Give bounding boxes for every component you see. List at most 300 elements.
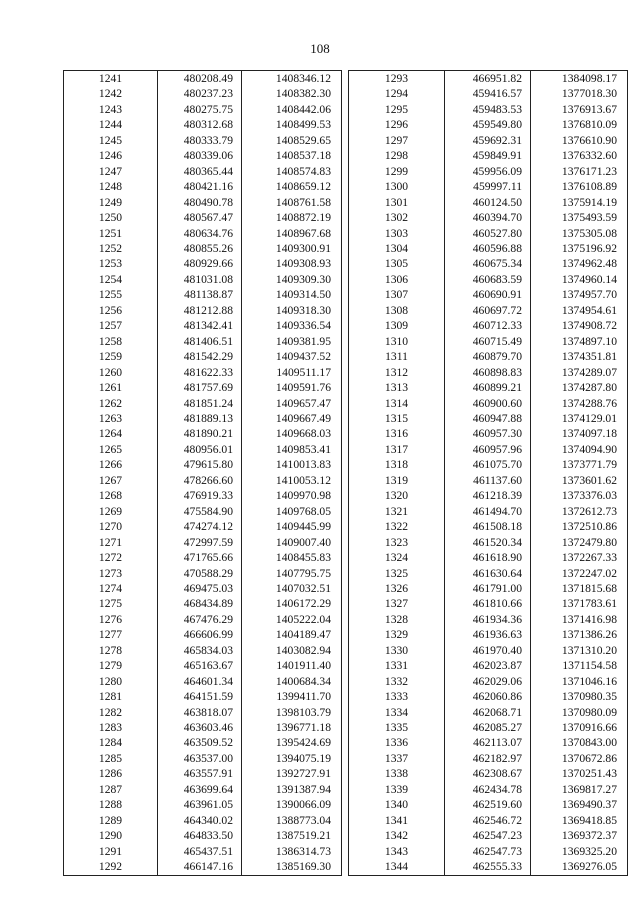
y-coordinate-cell: 1374962.48 [531, 256, 628, 271]
table-row [349, 488, 628, 503]
table-row [349, 241, 628, 256]
table-row [349, 612, 628, 627]
x-coordinate-cell: 461137.60 [445, 473, 531, 488]
table-row [64, 164, 342, 179]
table-row [349, 256, 628, 271]
table-row [349, 303, 628, 318]
table-row [349, 133, 628, 148]
x-coordinate-cell: 461810.66 [445, 596, 531, 611]
table-body-right [349, 71, 628, 876]
x-coordinate-cell: 480634.76 [158, 226, 242, 241]
point-number-cell: 1274 [64, 581, 158, 596]
table-row [64, 148, 342, 163]
point-number-cell: 1260 [64, 365, 158, 380]
x-coordinate-cell: 462060.86 [445, 689, 531, 704]
x-coordinate-cell: 481342.41 [158, 318, 242, 333]
table-row [64, 504, 342, 519]
table-row [64, 519, 342, 534]
y-coordinate-cell: 1374097.18 [531, 426, 628, 441]
x-coordinate-cell: 463961.05 [158, 797, 242, 812]
point-number-cell: 1247 [64, 164, 158, 179]
x-coordinate-cell: 463603.46 [158, 720, 242, 735]
point-number-cell: 1312 [349, 365, 445, 380]
point-number-cell: 1308 [349, 303, 445, 318]
table-row [64, 674, 342, 689]
table-row [349, 226, 628, 241]
table-row [64, 226, 342, 241]
y-coordinate-cell: 1408455.83 [242, 550, 342, 565]
table-row [349, 566, 628, 581]
x-coordinate-cell: 459549.80 [445, 117, 531, 132]
point-number-cell: 1282 [64, 705, 158, 720]
point-number-cell: 1331 [349, 658, 445, 673]
y-coordinate-cell: 1410013.83 [242, 457, 342, 472]
point-number-cell: 1292 [64, 859, 158, 875]
table-row [349, 813, 628, 828]
table-row [349, 287, 628, 302]
x-coordinate-cell: 470588.29 [158, 566, 242, 581]
point-number-cell: 1323 [349, 535, 445, 550]
x-coordinate-cell: 460715.49 [445, 334, 531, 349]
point-number-cell: 1314 [349, 396, 445, 411]
table-row [349, 674, 628, 689]
x-coordinate-cell: 461936.63 [445, 627, 531, 642]
table-row [64, 612, 342, 627]
point-number-cell: 1326 [349, 581, 445, 596]
y-coordinate-cell: 1371046.16 [531, 674, 628, 689]
x-coordinate-cell: 462547.23 [445, 828, 531, 843]
point-number-cell: 1241 [64, 71, 158, 87]
y-coordinate-cell: 1372267.33 [531, 550, 628, 565]
y-coordinate-cell: 1374954.61 [531, 303, 628, 318]
table-row [349, 519, 628, 534]
y-coordinate-cell: 1404189.47 [242, 627, 342, 642]
table-row [349, 117, 628, 132]
y-coordinate-cell: 1373601.62 [531, 473, 628, 488]
y-coordinate-cell: 1371783.61 [531, 596, 628, 611]
x-coordinate-cell: 460596.88 [445, 241, 531, 256]
y-coordinate-cell: 1406172.29 [242, 596, 342, 611]
y-coordinate-cell: 1385169.30 [242, 859, 342, 875]
point-number-cell: 1290 [64, 828, 158, 843]
y-coordinate-cell: 1376913.67 [531, 102, 628, 117]
table-row [64, 720, 342, 735]
point-number-cell: 1273 [64, 566, 158, 581]
x-coordinate-cell: 460899.21 [445, 380, 531, 395]
table-row [349, 164, 628, 179]
point-number-cell: 1313 [349, 380, 445, 395]
table-row [349, 102, 628, 117]
table-row [349, 859, 628, 875]
table-row [64, 596, 342, 611]
y-coordinate-cell: 1394075.19 [242, 751, 342, 766]
point-number-cell: 1293 [349, 71, 445, 87]
table-row [349, 473, 628, 488]
table-row [64, 256, 342, 271]
x-coordinate-cell: 480567.47 [158, 210, 242, 225]
table-row [349, 504, 628, 519]
x-coordinate-cell: 460947.88 [445, 411, 531, 426]
point-number-cell: 1250 [64, 210, 158, 225]
x-coordinate-cell: 461934.36 [445, 612, 531, 627]
y-coordinate-cell: 1409309.30 [242, 272, 342, 287]
y-coordinate-cell: 1375196.92 [531, 241, 628, 256]
y-coordinate-cell: 1371815.68 [531, 581, 628, 596]
y-coordinate-cell: 1399411.70 [242, 689, 342, 704]
table-row [64, 844, 342, 859]
x-coordinate-cell: 460124.50 [445, 195, 531, 210]
x-coordinate-cell: 462308.67 [445, 766, 531, 781]
table-row [349, 148, 628, 163]
x-coordinate-cell: 460957.96 [445, 442, 531, 457]
point-number-cell: 1335 [349, 720, 445, 735]
point-number-cell: 1334 [349, 705, 445, 720]
point-number-cell: 1329 [349, 627, 445, 642]
table-row [64, 426, 342, 441]
y-coordinate-cell: 1409445.99 [242, 519, 342, 534]
table-row [349, 179, 628, 194]
y-coordinate-cell: 1386314.73 [242, 844, 342, 859]
y-coordinate-cell: 1374287.80 [531, 380, 628, 395]
point-number-cell: 1300 [349, 179, 445, 194]
x-coordinate-cell: 480855.26 [158, 241, 242, 256]
y-coordinate-cell: 1401911.40 [242, 658, 342, 673]
table-row [64, 334, 342, 349]
point-number-cell: 1294 [349, 86, 445, 101]
y-coordinate-cell: 1409381.95 [242, 334, 342, 349]
x-coordinate-cell: 480490.78 [158, 195, 242, 210]
x-coordinate-cell: 460898.83 [445, 365, 531, 380]
point-number-cell: 1272 [64, 550, 158, 565]
table-row [64, 797, 342, 812]
point-number-cell: 1257 [64, 318, 158, 333]
y-coordinate-cell: 1409667.49 [242, 411, 342, 426]
table-row [349, 735, 628, 750]
table-row [349, 705, 628, 720]
y-coordinate-cell: 1376171.23 [531, 164, 628, 179]
x-coordinate-cell: 461791.00 [445, 581, 531, 596]
y-coordinate-cell: 1369817.27 [531, 782, 628, 797]
y-coordinate-cell: 1408499.53 [242, 117, 342, 132]
point-number-cell: 1270 [64, 519, 158, 534]
table-row [349, 844, 628, 859]
table-row [64, 627, 342, 642]
point-number-cell: 1285 [64, 751, 158, 766]
table-row [64, 689, 342, 704]
y-coordinate-cell: 1392727.91 [242, 766, 342, 781]
table-row [349, 550, 628, 565]
x-coordinate-cell: 481138.87 [158, 287, 242, 302]
x-coordinate-cell: 463818.07 [158, 705, 242, 720]
y-coordinate-cell: 1375914.19 [531, 195, 628, 210]
y-coordinate-cell: 1370980.35 [531, 689, 628, 704]
x-coordinate-cell: 460879.70 [445, 349, 531, 364]
table-row [349, 396, 628, 411]
y-coordinate-cell: 1372479.80 [531, 535, 628, 550]
point-number-cell: 1254 [64, 272, 158, 287]
point-number-cell: 1299 [349, 164, 445, 179]
x-coordinate-cell: 468434.89 [158, 596, 242, 611]
point-number-cell: 1243 [64, 102, 158, 117]
y-coordinate-cell: 1374288.76 [531, 396, 628, 411]
table-row [64, 828, 342, 843]
x-coordinate-cell: 481622.33 [158, 365, 242, 380]
x-coordinate-cell: 481757.69 [158, 380, 242, 395]
table-row [349, 658, 628, 673]
x-coordinate-cell: 461218.39 [445, 488, 531, 503]
point-number-cell: 1259 [64, 349, 158, 364]
point-number-cell: 1343 [349, 844, 445, 859]
point-number-cell: 1318 [349, 457, 445, 472]
y-coordinate-cell: 1409336.54 [242, 318, 342, 333]
point-number-cell: 1287 [64, 782, 158, 797]
page-number: 108 [310, 41, 330, 56]
table-row [349, 720, 628, 735]
table-row [349, 442, 628, 457]
table-row [349, 380, 628, 395]
x-coordinate-cell: 465163.67 [158, 658, 242, 673]
x-coordinate-cell: 466606.99 [158, 627, 242, 642]
y-coordinate-cell: 1374129.01 [531, 411, 628, 426]
point-number-cell: 1291 [64, 844, 158, 859]
point-number-cell: 1278 [64, 643, 158, 658]
y-coordinate-cell: 1395424.69 [242, 735, 342, 750]
point-number-cell: 1264 [64, 426, 158, 441]
point-number-cell: 1283 [64, 720, 158, 735]
point-number-cell: 1307 [349, 287, 445, 302]
y-coordinate-cell: 1369276.05 [531, 859, 628, 875]
x-coordinate-cell: 463537.00 [158, 751, 242, 766]
y-coordinate-cell: 1372247.02 [531, 566, 628, 581]
y-coordinate-cell: 1405222.04 [242, 612, 342, 627]
point-number-cell: 1333 [349, 689, 445, 704]
point-number-cell: 1337 [349, 751, 445, 766]
point-number-cell: 1248 [64, 179, 158, 194]
point-number-cell: 1295 [349, 102, 445, 117]
table-row [64, 442, 342, 457]
y-coordinate-cell: 1369418.85 [531, 813, 628, 828]
point-number-cell: 1328 [349, 612, 445, 627]
x-coordinate-cell: 461970.40 [445, 643, 531, 658]
x-coordinate-cell: 459956.09 [445, 164, 531, 179]
point-number-cell: 1327 [349, 596, 445, 611]
x-coordinate-cell: 481542.29 [158, 349, 242, 364]
point-number-cell: 1271 [64, 535, 158, 550]
y-coordinate-cell: 1408529.65 [242, 133, 342, 148]
y-coordinate-cell: 1369372.37 [531, 828, 628, 843]
point-number-cell: 1267 [64, 473, 158, 488]
table-row [349, 782, 628, 797]
table-row [349, 751, 628, 766]
y-coordinate-cell: 1384098.17 [531, 71, 628, 87]
y-coordinate-cell: 1408442.06 [242, 102, 342, 117]
y-coordinate-cell: 1409300.91 [242, 241, 342, 256]
x-coordinate-cell: 479615.80 [158, 457, 242, 472]
y-coordinate-cell: 1408574.83 [242, 164, 342, 179]
y-coordinate-cell: 1408761.58 [242, 195, 342, 210]
point-number-cell: 1332 [349, 674, 445, 689]
table-row [64, 318, 342, 333]
x-coordinate-cell: 463509.52 [158, 735, 242, 750]
y-coordinate-cell: 1377018.30 [531, 86, 628, 101]
x-coordinate-cell: 465437.51 [158, 844, 242, 859]
y-coordinate-cell: 1370672.86 [531, 751, 628, 766]
x-coordinate-cell: 480208.49 [158, 71, 242, 87]
table-row [349, 71, 628, 87]
y-coordinate-cell: 1409511.17 [242, 365, 342, 380]
point-number-cell: 1246 [64, 148, 158, 163]
y-coordinate-cell: 1375493.59 [531, 210, 628, 225]
table-row [349, 365, 628, 380]
table-row [349, 797, 628, 812]
point-number-cell: 1302 [349, 210, 445, 225]
point-number-cell: 1303 [349, 226, 445, 241]
x-coordinate-cell: 460675.34 [445, 256, 531, 271]
x-coordinate-cell: 480312.68 [158, 117, 242, 132]
coordinate-table-left [63, 70, 342, 876]
table-row [349, 195, 628, 210]
point-number-cell: 1244 [64, 117, 158, 132]
x-coordinate-cell: 481851.24 [158, 396, 242, 411]
y-coordinate-cell: 1370980.09 [531, 705, 628, 720]
table-row [349, 411, 628, 426]
y-coordinate-cell: 1409007.40 [242, 535, 342, 550]
x-coordinate-cell: 481889.13 [158, 411, 242, 426]
point-number-cell: 1342 [349, 828, 445, 843]
table-row [64, 349, 342, 364]
point-number-cell: 1249 [64, 195, 158, 210]
point-number-cell: 1253 [64, 256, 158, 271]
y-coordinate-cell: 1390066.09 [242, 797, 342, 812]
table-row [64, 303, 342, 318]
y-coordinate-cell: 1374094.90 [531, 442, 628, 457]
table-body-left [64, 71, 342, 876]
x-coordinate-cell: 480333.79 [158, 133, 242, 148]
y-coordinate-cell: 1371154.58 [531, 658, 628, 673]
x-coordinate-cell: 481212.88 [158, 303, 242, 318]
table-row [64, 287, 342, 302]
x-coordinate-cell: 463699.64 [158, 782, 242, 797]
y-coordinate-cell: 1373376.03 [531, 488, 628, 503]
table-row [64, 210, 342, 225]
x-coordinate-cell: 460697.72 [445, 303, 531, 318]
point-number-cell: 1258 [64, 334, 158, 349]
point-number-cell: 1280 [64, 674, 158, 689]
point-number-cell: 1321 [349, 504, 445, 519]
point-number-cell: 1268 [64, 488, 158, 503]
point-number-cell: 1242 [64, 86, 158, 101]
y-coordinate-cell: 1372510.86 [531, 519, 628, 534]
y-coordinate-cell: 1409853.41 [242, 442, 342, 457]
x-coordinate-cell: 462113.07 [445, 735, 531, 750]
y-coordinate-cell: 1369490.37 [531, 797, 628, 812]
table-row [349, 643, 628, 658]
y-coordinate-cell: 1370843.00 [531, 735, 628, 750]
y-coordinate-cell: 1375305.08 [531, 226, 628, 241]
y-coordinate-cell: 1371310.20 [531, 643, 628, 658]
y-coordinate-cell: 1408382.30 [242, 86, 342, 101]
y-coordinate-cell: 1374289.07 [531, 365, 628, 380]
x-coordinate-cell: 460712.33 [445, 318, 531, 333]
point-number-cell: 1325 [349, 566, 445, 581]
x-coordinate-cell: 466147.16 [158, 859, 242, 875]
table-row [64, 396, 342, 411]
x-coordinate-cell: 476919.33 [158, 488, 242, 503]
y-coordinate-cell: 1403082.94 [242, 643, 342, 658]
point-number-cell: 1256 [64, 303, 158, 318]
x-coordinate-cell: 459416.57 [445, 86, 531, 101]
x-coordinate-cell: 460957.30 [445, 426, 531, 441]
point-number-cell: 1252 [64, 241, 158, 256]
x-coordinate-cell: 460900.60 [445, 396, 531, 411]
x-coordinate-cell: 461630.64 [445, 566, 531, 581]
table-row [64, 457, 342, 472]
table-row [64, 813, 342, 828]
x-coordinate-cell: 462547.73 [445, 844, 531, 859]
y-coordinate-cell: 1376332.60 [531, 148, 628, 163]
table-row [349, 349, 628, 364]
point-number-cell: 1305 [349, 256, 445, 271]
y-coordinate-cell: 1408346.12 [242, 71, 342, 87]
table-row [64, 195, 342, 210]
y-coordinate-cell: 1371386.26 [531, 627, 628, 642]
point-number-cell: 1289 [64, 813, 158, 828]
table-row [349, 210, 628, 225]
table-row [64, 117, 342, 132]
point-number-cell: 1330 [349, 643, 445, 658]
point-number-cell: 1297 [349, 133, 445, 148]
table-row [64, 473, 342, 488]
table-row [64, 133, 342, 148]
y-coordinate-cell: 1376810.09 [531, 117, 628, 132]
table-row [64, 86, 342, 101]
y-coordinate-cell: 1400684.34 [242, 674, 342, 689]
y-coordinate-cell: 1409970.98 [242, 488, 342, 503]
table-row [64, 566, 342, 581]
point-number-cell: 1320 [349, 488, 445, 503]
x-coordinate-cell: 459849.91 [445, 148, 531, 163]
y-coordinate-cell: 1408537.18 [242, 148, 342, 163]
table-row [64, 179, 342, 194]
x-coordinate-cell: 461508.18 [445, 519, 531, 534]
y-coordinate-cell: 1369325.20 [531, 844, 628, 859]
x-coordinate-cell: 462555.33 [445, 859, 531, 875]
x-coordinate-cell: 462085.27 [445, 720, 531, 735]
table-row [349, 689, 628, 704]
point-number-cell: 1324 [349, 550, 445, 565]
x-coordinate-cell: 474274.12 [158, 519, 242, 534]
x-coordinate-cell: 461618.90 [445, 550, 531, 565]
y-coordinate-cell: 1410053.12 [242, 473, 342, 488]
point-number-cell: 1338 [349, 766, 445, 781]
y-coordinate-cell: 1370251.43 [531, 766, 628, 781]
table-row [64, 535, 342, 550]
y-coordinate-cell: 1398103.79 [242, 705, 342, 720]
y-coordinate-cell: 1396771.18 [242, 720, 342, 735]
x-coordinate-cell: 480365.44 [158, 164, 242, 179]
y-coordinate-cell: 1409591.76 [242, 380, 342, 395]
table-row [64, 102, 342, 117]
y-coordinate-cell: 1409318.30 [242, 303, 342, 318]
coordinate-table-right [348, 70, 628, 876]
x-coordinate-cell: 478266.60 [158, 473, 242, 488]
table-row [64, 380, 342, 395]
point-number-cell: 1319 [349, 473, 445, 488]
point-number-cell: 1344 [349, 859, 445, 875]
y-coordinate-cell: 1409437.52 [242, 349, 342, 364]
point-number-cell: 1255 [64, 287, 158, 302]
table-row [64, 411, 342, 426]
